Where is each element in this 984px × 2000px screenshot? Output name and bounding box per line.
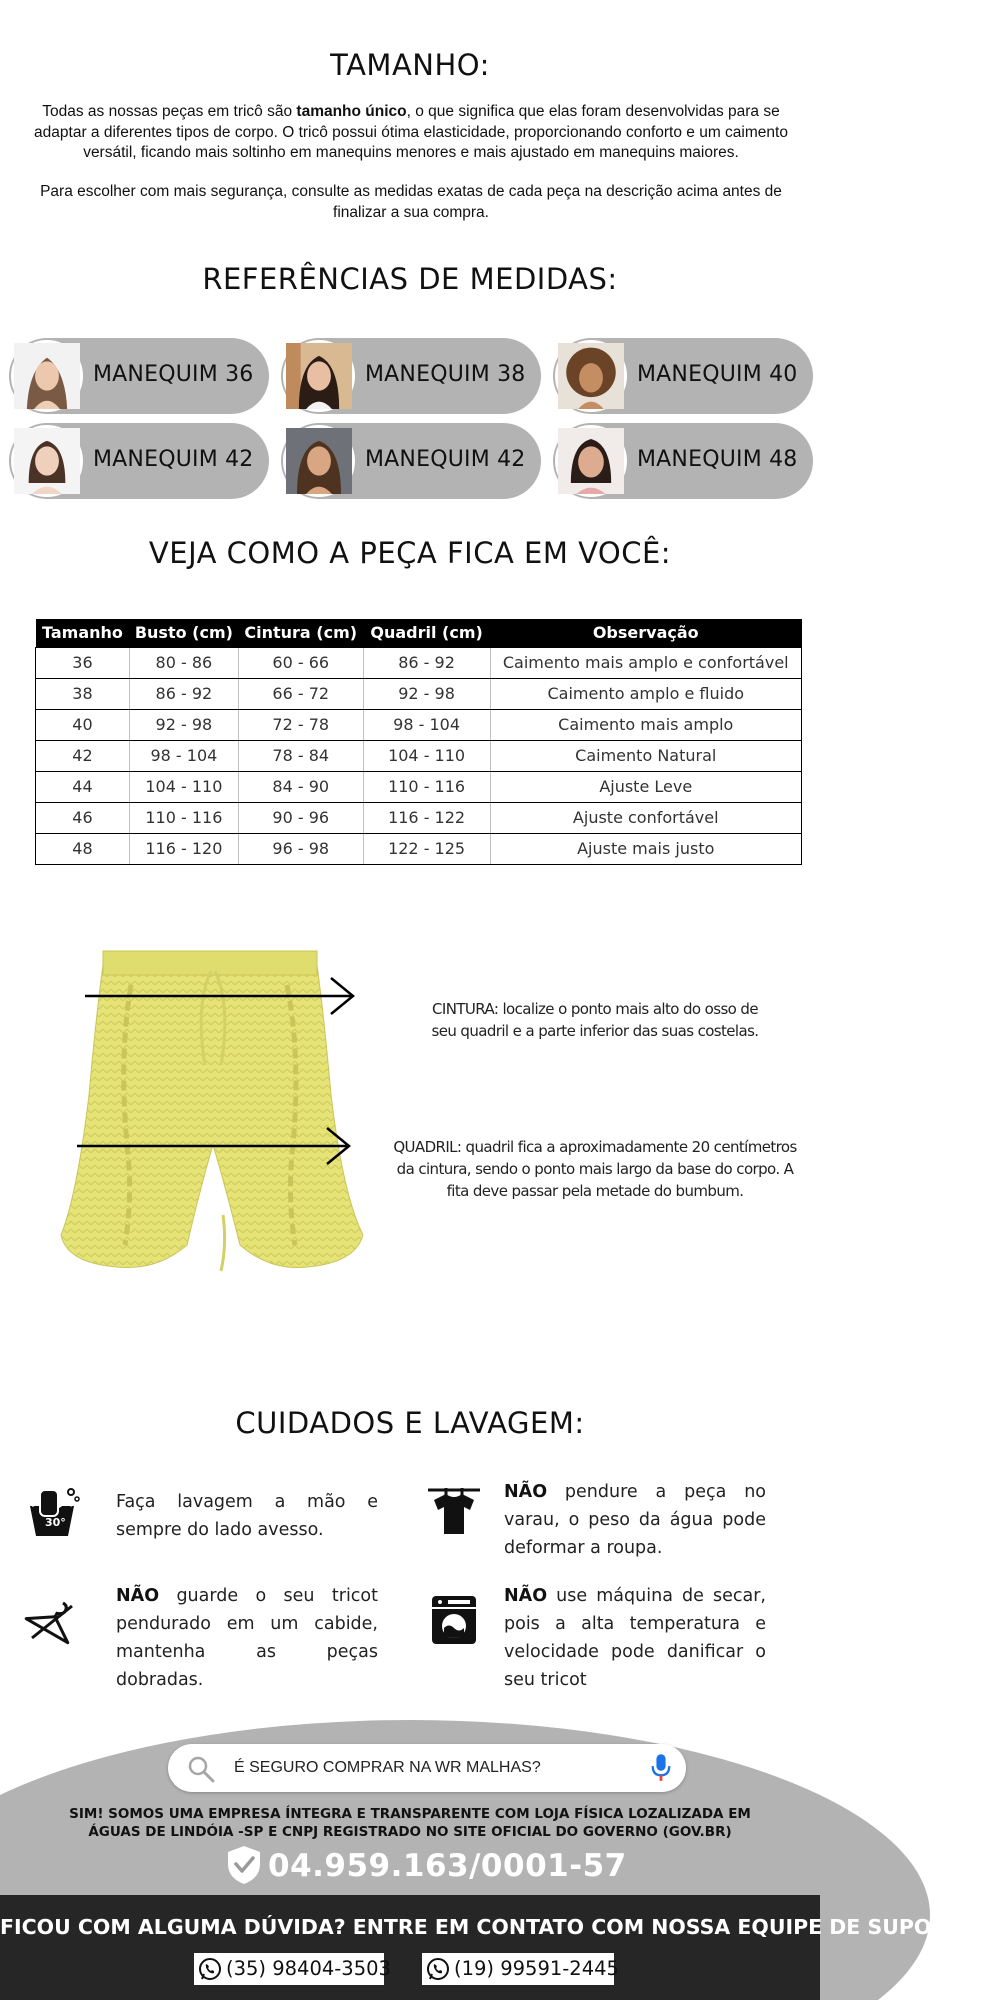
model-photo-36 <box>11 340 83 412</box>
hand-wash-icon <box>24 1484 80 1540</box>
clothesline-icon <box>426 1484 482 1540</box>
table-cell: Ajuste confortável <box>490 802 802 833</box>
table-cell: 36 <box>36 647 130 678</box>
table-cell: 104 - 110 <box>363 740 490 771</box>
table-cell: 78 - 84 <box>238 740 363 771</box>
trust-statement-line-1: SIM! SOMOS UMA EMPRESA ÍNTEGRA E TRANSPARENTE COM LOJA FÍSICA LOZALIZADA EM <box>69 1806 751 1822</box>
waist-instruction: CINTURA: localize o ponto mais alto do osso de seu quadril e a parte inferior das suas costelas. <box>431 1000 759 1040</box>
whatsapp-contact-2[interactable] <box>422 1953 619 1985</box>
table-cell: 66 - 72 <box>238 678 363 709</box>
reference-label: MANEQUIM 36 <box>93 362 254 387</box>
reference-pill-38 <box>281 338 541 414</box>
size-table <box>35 619 802 865</box>
table-cell: 122 - 125 <box>363 833 490 864</box>
model-photo-48 <box>555 425 627 497</box>
table-cell: Ajuste Leve <box>490 771 802 802</box>
reference-label: MANEQUIM 48 <box>637 447 798 472</box>
reference-label: MANEQUIM 42 <box>93 447 254 472</box>
care-title: CUIDADOS E LAVAGEM: <box>235 1406 585 1440</box>
table-cell: 110 - 116 <box>129 802 238 833</box>
reference-pill-42b <box>281 423 541 499</box>
table-cell: 80 - 86 <box>129 647 238 678</box>
table-cell: 116 - 122 <box>363 802 490 833</box>
whatsapp-icon <box>426 1957 450 1981</box>
whatsapp-icon <box>198 1957 222 1981</box>
table-cell: Caimento Natural <box>490 740 802 771</box>
table-row <box>36 833 802 864</box>
support-footer <box>0 1895 984 2000</box>
table-cell: 84 - 90 <box>238 771 363 802</box>
table-cell: 42 <box>36 740 130 771</box>
table-row <box>36 802 802 833</box>
size-description: Todas as nossas peças em tricô são tamanho único, o que significa que elas foram desenvolvidas para se adaptar a diferentes tipos de corpo. O tricô possui ótima elasticidade, proporcionando conforto e um caimento versátil, ficando mais soltinho em manequins menores e mais ajustado em manequins maiores. <box>34 103 788 161</box>
table-header-row <box>36 619 802 647</box>
care-item-no-dryer: NÃO use máquina de secar, pois a alta temperatura e velocidade pode danificar o seu tricot <box>504 1586 766 1690</box>
care-item-hand-wash: Faça lavagem a mão e sempre do lado avesso. <box>116 1492 378 1540</box>
search-icon <box>186 1754 216 1784</box>
table-row <box>36 678 802 709</box>
table-cell: 44 <box>36 771 130 802</box>
table-row <box>36 647 802 678</box>
column-header: Quadril (cm) <box>363 619 490 647</box>
whatsapp-contact-1[interactable] <box>194 1953 391 1985</box>
reference-label: MANEQUIM 42 <box>365 447 526 472</box>
shield-check-icon <box>226 1844 262 1886</box>
table-cell: 86 - 92 <box>363 647 490 678</box>
table-cell: Caimento amplo e fluido <box>490 678 802 709</box>
column-header: Tamanho <box>36 619 130 647</box>
cnpj-number: 04.959.163/0001-57 <box>268 1848 627 1884</box>
table-cell: Ajuste mais justo <box>490 833 802 864</box>
fit-table-title: VEJA COMO A PEÇA FICA EM VOCÊ: <box>148 536 672 570</box>
table-cell: 40 <box>36 709 130 740</box>
table-cell: Caimento mais amplo e confortável <box>490 647 802 678</box>
knit-shorts-image <box>55 945 370 1275</box>
microphone-icon[interactable] <box>650 1752 672 1784</box>
reference-pill-36 <box>9 338 269 414</box>
washing-machine-icon <box>426 1592 482 1648</box>
references-title: REFERÊNCIAS DE MEDIDAS: <box>202 262 618 296</box>
model-photo-42b <box>283 425 355 497</box>
trust-statement-line-2: ÁGUAS DE LINDÓIA -SP E CNPJ REGISTRADO NO SITE OFICIAL DO GOVERNO (GOV.BR) <box>88 1824 732 1840</box>
size-advice: Para escolher com mais segurança, consulte as medidas exatas de cada peça na descrição acima antes de finalizar a sua compra. <box>40 183 782 221</box>
table-cell: 116 - 120 <box>129 833 238 864</box>
care-item-no-hanger: NÃO guarde o seu tricot pendurado em um cabide, mantenha as peças dobradas. <box>116 1586 378 1690</box>
search-bar[interactable] <box>168 1744 686 1792</box>
table-cell: 90 - 96 <box>238 802 363 833</box>
support-title: FICOU COM ALGUMA DÚVIDA? ENTRE EM CONTATO COM NOSSA EQUIPE DE SUPORTE! <box>0 1915 984 1939</box>
table-cell: Caimento mais amplo <box>490 709 802 740</box>
table-row <box>36 771 802 802</box>
hip-instruction: QUADRIL: quadril fica a aproximadamente 20 centímetros da cintura, sendo o ponto mais largo da base do corpo. A fita deve passar pela metade do bumbum. <box>393 1138 797 1200</box>
table-cell: 98 - 104 <box>129 740 238 771</box>
model-photo-38 <box>283 340 355 412</box>
table-cell: 92 - 98 <box>363 678 490 709</box>
reference-pill-48 <box>553 423 813 499</box>
column-header: Observação <box>490 619 802 647</box>
table-cell: 96 - 98 <box>238 833 363 864</box>
table-cell: 38 <box>36 678 130 709</box>
table-cell: 48 <box>36 833 130 864</box>
table-cell: 46 <box>36 802 130 833</box>
table-cell: 92 - 98 <box>129 709 238 740</box>
care-item-no-hanging-line: NÃO pendure a peça no varau, o peso da água pode deformar a roupa. <box>504 1482 766 1558</box>
table-cell: 86 - 92 <box>129 678 238 709</box>
column-header: Cintura (cm) <box>238 619 363 647</box>
table-cell: 104 - 110 <box>129 771 238 802</box>
table-row <box>36 709 802 740</box>
phone-number: (35) 98404-3503 <box>226 1957 391 1980</box>
reference-pill-42a <box>9 423 269 499</box>
table-cell: 110 - 116 <box>363 771 490 802</box>
search-query: É SEGURO COMPRAR NA WR MALHAS? <box>234 1759 541 1776</box>
reference-label: MANEQUIM 38 <box>365 362 526 387</box>
model-photo-40 <box>555 340 627 412</box>
table-cell: 98 - 104 <box>363 709 490 740</box>
column-header: Busto (cm) <box>129 619 238 647</box>
hanger-icon <box>24 1592 80 1648</box>
model-photo-42a <box>11 425 83 497</box>
reference-pill-40 <box>553 338 813 414</box>
size-title: TAMANHO: <box>330 48 490 82</box>
table-row <box>36 740 802 771</box>
reference-label: MANEQUIM 40 <box>637 362 798 387</box>
svg-text:30°: 30° <box>45 1516 66 1529</box>
table-cell: 60 - 66 <box>238 647 363 678</box>
table-cell: 72 - 78 <box>238 709 363 740</box>
phone-number: (19) 99591-2445 <box>454 1957 619 1980</box>
